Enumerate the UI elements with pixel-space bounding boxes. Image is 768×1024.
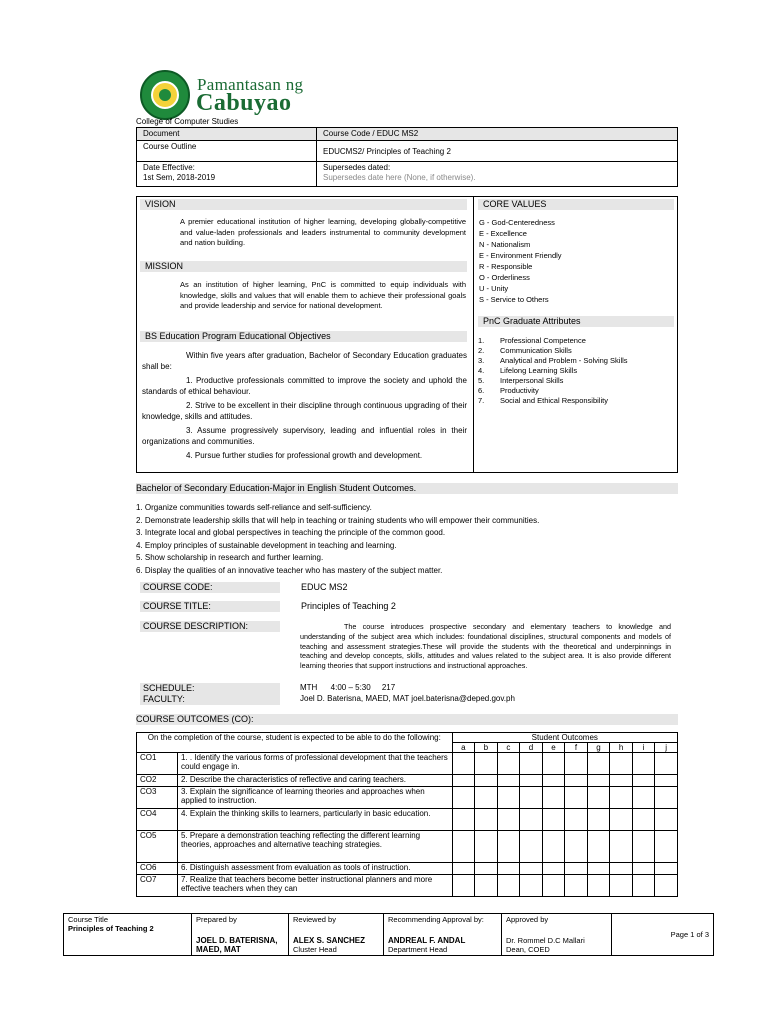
recommending-label: Recommending Approval by: xyxy=(388,915,484,924)
outcome-mapping-cell xyxy=(632,775,655,787)
outcome-mapping-cell xyxy=(565,875,588,897)
student-outcome-col-header: e xyxy=(542,743,565,753)
outcome-mapping-cell xyxy=(475,831,498,863)
course-description-value: The course introduces prospective secondary and elementary teachers to knowledge and understanding of the subject area which includes: foundational disciplines, structural components and models of teaching and assessment strategies.These will provide the students with the theoretical and underpinnings in teaching and develop concepts, skills, attitudes and values related to the subject area. It is also provide different learning theories that support instructions and instructional approaches. xyxy=(300,622,671,671)
student-outcomes-col-heading: Student Outcomes xyxy=(452,733,677,743)
student-outcome-col-header: g xyxy=(587,743,610,753)
outcome-mapping-cell xyxy=(565,787,588,809)
outcome-mapping-cell xyxy=(632,831,655,863)
outcome-mapping-cell xyxy=(610,863,633,875)
reviewed-by-label: Reviewed by xyxy=(293,915,336,924)
graduate-attributes-heading: PnC Graduate Attributes xyxy=(478,316,674,327)
mission-heading: MISSION xyxy=(140,261,467,272)
outcome-mapping-cell xyxy=(520,863,543,875)
outcome-mapping-cell xyxy=(520,831,543,863)
course-outcome-code: CO6 xyxy=(137,863,178,875)
outcome-mapping-cell xyxy=(632,863,655,875)
date-effective-label: Date Effective: xyxy=(143,163,195,172)
outcome-mapping-cell xyxy=(655,863,678,875)
course-outcome-row xyxy=(137,831,678,863)
outcome-mapping-cell xyxy=(655,775,678,787)
student-outcome-item: 3. Integrate local and global perspectives in teaching the principle of the common good. xyxy=(136,528,446,537)
outcome-mapping-cell xyxy=(655,787,678,809)
course-outcome-code: CO5 xyxy=(137,831,178,863)
date-effective-value: 1st Sem, 2018-2019 xyxy=(143,173,216,182)
outcome-mapping-cell xyxy=(610,831,633,863)
vision-heading: VISION xyxy=(140,199,467,210)
outcome-mapping-cell xyxy=(520,753,543,775)
supersedes-label: Supersedes dated: xyxy=(323,163,391,172)
course-outcome-row xyxy=(137,863,678,875)
course-code-value: EDUC MS2 xyxy=(301,582,348,592)
outcome-mapping-cell xyxy=(452,753,475,775)
course-outcome-row xyxy=(137,875,678,897)
outcome-mapping-cell xyxy=(475,863,498,875)
outcome-mapping-cell xyxy=(542,831,565,863)
outcome-mapping-cell xyxy=(610,787,633,809)
vision-text: A premier educational institution of higher learning, developing globally-competitive and value-laden professionals and leaders instrumental to community development and nation building. xyxy=(180,217,466,247)
outcome-mapping-cell xyxy=(587,863,610,875)
outcome-mapping-cell xyxy=(587,809,610,831)
outcome-mapping-cell xyxy=(497,775,520,787)
outcome-mapping-cell xyxy=(565,863,588,875)
outcome-mapping-cell xyxy=(587,831,610,863)
outcome-mapping-cell xyxy=(655,809,678,831)
student-outcome-item: 4. Employ principles of sustainable development in teaching and learning. xyxy=(136,540,397,550)
outcome-mapping-cell xyxy=(587,875,610,897)
course-outcome-text: 2. Describe the characteristics of reflective and caring teachers. xyxy=(177,775,452,787)
core-value-item: R - Responsible xyxy=(479,262,533,271)
seal-core xyxy=(159,89,171,101)
graduate-attribute-item: 2. Communication Skills xyxy=(478,346,572,355)
supersedes-value: Supersedes date here (None, if otherwise). xyxy=(323,173,476,182)
outcome-mapping-cell xyxy=(475,875,498,897)
course-outcome-row xyxy=(137,809,678,831)
outcome-mapping-cell xyxy=(452,831,475,863)
course-outcomes-heading: COURSE OUTCOMES (CO): xyxy=(136,714,678,725)
outcome-mapping-cell xyxy=(520,809,543,831)
outcome-mapping-cell xyxy=(610,775,633,787)
mission-text: As an institution of higher learning, PnC is committed to equip individuals with knowledge, skills and values that will enable them to achieve their professional goals and provide leadership and service for national development. xyxy=(180,280,466,310)
schedule-label: SCHEDULE: xyxy=(140,683,280,694)
outcome-mapping-cell xyxy=(497,863,520,875)
course-outcome-row xyxy=(137,787,678,809)
student-outcome-item: 1. Organize communities towards self-reliance and self-sufficiency. xyxy=(136,503,372,512)
course-outcome-code: CO2 xyxy=(137,775,178,787)
outcome-mapping-cell xyxy=(475,753,498,775)
college-name: College of Computer Studies xyxy=(136,117,239,126)
outcome-mapping-cell xyxy=(497,787,520,809)
outcome-mapping-cell xyxy=(655,831,678,863)
faculty-value: Joel D. Baterisna, MAED, MAT joel.baterisna@deped.gov.ph xyxy=(300,694,515,703)
course-outline-label: Course Outline xyxy=(137,141,317,162)
course-outcome-text: 7. Realize that teachers become better instructional planners and more effective teachers when they can xyxy=(177,875,452,897)
course-title-value: Principles of Teaching 2 xyxy=(301,601,396,611)
outcome-mapping-cell xyxy=(542,787,565,809)
course-outcomes-table xyxy=(136,732,678,897)
course-outcome-code: CO7 xyxy=(137,875,178,897)
prepared-by-label: Prepared by xyxy=(196,915,237,924)
outcome-mapping-cell xyxy=(632,875,655,897)
outcome-mapping-cell xyxy=(497,831,520,863)
objective-item: 1. Productive professionals committed to improve the society and uphold the standards of ethical behaviour. xyxy=(142,376,467,396)
course-title-label: COURSE TITLE: xyxy=(140,601,280,612)
outcome-mapping-cell xyxy=(610,809,633,831)
course-code-label: Course Code / EDUC MS2 xyxy=(317,128,678,141)
core-value-item: N - Nationalism xyxy=(479,240,531,249)
outcome-mapping-cell xyxy=(475,809,498,831)
graduate-attribute-item: 5. Interpersonal Skills xyxy=(478,376,564,385)
student-outcome-item: 2. Demonstrate leadership skills that will help in teaching or training students who will empower their communities. xyxy=(136,515,540,525)
outcome-mapping-cell xyxy=(452,809,475,831)
course-outcome-rows xyxy=(137,753,678,897)
reviewed-by-name: ALEX S. SANCHEZ xyxy=(293,936,366,945)
outcome-mapping-cell xyxy=(452,787,475,809)
outcome-mapping-cell xyxy=(452,863,475,875)
outcome-mapping-cell xyxy=(610,875,633,897)
outcome-mapping-cell xyxy=(497,809,520,831)
course-outcome-row xyxy=(137,753,678,775)
outcome-mapping-cell xyxy=(497,753,520,775)
course-outcome-text: 5. Prepare a demonstration teaching reflecting the different learning theories, approaches and alternative teaching strategies. xyxy=(177,831,452,863)
graduate-attributes-list xyxy=(478,336,674,406)
core-value-item: S - Service to Others xyxy=(479,295,549,304)
outcome-mapping-cell xyxy=(632,787,655,809)
outcome-mapping-cell xyxy=(565,831,588,863)
core-value-item: E - Environment Friendly xyxy=(479,251,562,260)
course-outcome-code: CO3 xyxy=(137,787,178,809)
outcome-mapping-cell xyxy=(565,775,588,787)
student-outcome-col-header: f xyxy=(565,743,588,753)
course-outcome-code: CO4 xyxy=(137,809,178,831)
student-outcome-col-header: h xyxy=(610,743,633,753)
outcome-mapping-cell xyxy=(565,753,588,775)
outcome-mapping-cell xyxy=(520,787,543,809)
page-number: Page 1 of 3 xyxy=(612,914,714,956)
course-outcome-text: 1. . Identify the various forms of professional development that the teachers could engage in. xyxy=(177,753,452,775)
course-code-label: COURSE CODE: xyxy=(140,582,280,593)
recommending-name: ANDREAL F. ANDAL xyxy=(388,936,466,945)
student-outcome-item: 5. Show scholarship in research and further learning. xyxy=(136,553,324,562)
outcome-mapping-cell xyxy=(542,863,565,875)
objectives-heading: BS Education Program Educational Objectives xyxy=(140,331,467,342)
core-value-item: U - Unity xyxy=(479,284,509,293)
document-info-table xyxy=(136,127,678,187)
objective-item: 3. Assume progressively supervisory, leading and influential roles in their organizations and communities. xyxy=(142,426,467,446)
outcome-mapping-cell xyxy=(587,787,610,809)
course-outline-value: EDUCMS2/ Principles of Teaching 2 xyxy=(317,141,678,162)
outcome-mapping-cell xyxy=(520,775,543,787)
student-outcome-col-header: b xyxy=(475,743,498,753)
approval-footer xyxy=(63,913,714,956)
outcome-mapping-cell xyxy=(542,875,565,897)
graduate-attribute-item: 4. Lifelong Learning Skills xyxy=(478,366,578,375)
course-outcome-row xyxy=(137,775,678,787)
faculty-label: FACULTY: xyxy=(140,694,280,705)
core-values-heading: CORE VALUES xyxy=(478,199,674,210)
objective-item: 2. Strive to be excellent in their discipline through continuous upgrading of their knowledge, skills and attitudes. xyxy=(142,401,467,421)
document-label: Document xyxy=(137,128,317,141)
course-outcome-code: CO1 xyxy=(137,753,178,775)
student-outcome-col-header: j xyxy=(655,743,678,753)
course-outcome-text: 3. Explain the significance of learning theories and approaches when applied to instruction. xyxy=(177,787,452,809)
student-outcome-item: 6. Display the qualities of an innovative teacher who has mastery of the subject matter. xyxy=(136,565,443,575)
outcome-mapping-cell xyxy=(655,875,678,897)
student-outcomes-list xyxy=(136,503,680,578)
core-value-item: G - God-Centeredness xyxy=(479,218,555,227)
outcome-mapping-cell xyxy=(542,753,565,775)
course-description-label: COURSE DESCRIPTION: xyxy=(140,621,280,632)
schedule-value: MTH 4:00 – 5:30 217 xyxy=(300,683,396,692)
student-outcome-col-header: d xyxy=(520,743,543,753)
outcome-mapping-cell xyxy=(587,753,610,775)
student-outcome-col-header: i xyxy=(632,743,655,753)
recommending-role: Department Head xyxy=(388,945,448,954)
prepared-by-name: JOEL D. BATERISNA, MAED, MAT xyxy=(196,936,278,954)
outcome-mapping-cell xyxy=(632,753,655,775)
university-name-line2: Cabuyao xyxy=(196,90,292,116)
graduate-attribute-item: 7. Social and Ethical Responsibility xyxy=(478,396,608,405)
course-outcomes-intro: On the completion of the course, student is expected to be able to do the following: xyxy=(137,733,453,753)
student-outcome-col-header: a xyxy=(452,743,475,753)
outcome-mapping-cell xyxy=(520,875,543,897)
reviewed-by-role: Cluster Head xyxy=(293,945,337,954)
graduate-attribute-item: 6. Productivity xyxy=(478,386,539,395)
student-outcomes-heading: Bachelor of Secondary Education-Major in English Student Outcomes. xyxy=(136,483,678,494)
footer-course-title-value: Principles of Teaching 2 xyxy=(68,924,154,933)
outcome-mapping-cell xyxy=(587,775,610,787)
vision-box-divider xyxy=(473,196,474,473)
objectives-content xyxy=(142,351,467,462)
approved-by-label: Approved by xyxy=(506,915,549,924)
outcome-mapping-cell xyxy=(452,875,475,897)
outcome-mapping-cell xyxy=(475,787,498,809)
graduate-attribute-item: 1. Professional Competence xyxy=(478,336,586,345)
university-name-line1: Pamantasan ng xyxy=(197,75,304,94)
outcome-mapping-cell xyxy=(452,775,475,787)
outcome-mapping-cell xyxy=(497,875,520,897)
core-value-item: E - Excellence xyxy=(479,229,527,238)
outcome-mapping-cell xyxy=(542,775,565,787)
course-outcome-text: 4. Explain the thinking skills to learners, particularly in basic education. xyxy=(177,809,452,831)
course-outcome-text: 6. Distinguish assessment from evaluation as tools of instruction. xyxy=(177,863,452,875)
core-value-item: O - Orderliness xyxy=(479,273,530,282)
approved-by-role: Dean, COED xyxy=(506,945,550,954)
objective-item: 4. Pursue further studies for professional growth and development. xyxy=(186,451,423,460)
outcome-mapping-cell xyxy=(655,753,678,775)
student-outcome-col-header: c xyxy=(497,743,520,753)
outcome-mapping-cell xyxy=(475,775,498,787)
footer-course-title-label: Course Title xyxy=(68,915,109,924)
objectives-intro: Within five years after graduation, Bachelor of Secondary Education graduates shall be: xyxy=(142,351,467,371)
outcome-mapping-cell xyxy=(632,809,655,831)
approved-by-name: Dr. Rommel D.C Mallari xyxy=(506,936,585,945)
graduate-attribute-item: 3. Analytical and Problem - Solving Skills xyxy=(478,356,628,365)
outcome-mapping-cell xyxy=(610,753,633,775)
outcome-mapping-cell xyxy=(542,809,565,831)
outcome-mapping-cell xyxy=(565,809,588,831)
core-values-list xyxy=(479,217,674,305)
